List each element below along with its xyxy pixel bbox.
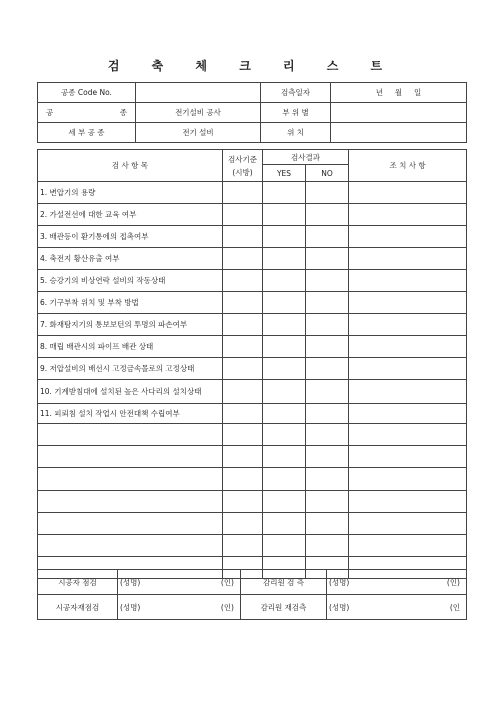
- no-cell[interactable]: [306, 468, 349, 491]
- supervisor-check-name[interactable]: (성명): [327, 570, 372, 595]
- action-cell[interactable]: [349, 314, 467, 336]
- no-cell[interactable]: [306, 446, 349, 468]
- standard-cell[interactable]: [223, 226, 263, 248]
- action-cell[interactable]: [349, 292, 467, 314]
- action-cell[interactable]: [349, 248, 467, 270]
- standard-cell[interactable]: [223, 446, 263, 468]
- table-row: [38, 270, 467, 292]
- standard-cell[interactable]: [223, 404, 263, 424]
- contractor-check-label: 시공자 점검: [38, 570, 118, 595]
- action-cell[interactable]: [349, 404, 467, 424]
- contractor-check-name[interactable]: (성명): [118, 570, 163, 595]
- table-row: [38, 204, 467, 226]
- action-cell[interactable]: [349, 358, 467, 380]
- action-cell[interactable]: [349, 468, 467, 491]
- standard-cell[interactable]: [223, 424, 263, 446]
- check-item[interactable]: [38, 535, 223, 557]
- no-cell[interactable]: [306, 424, 349, 446]
- detail-value[interactable]: 전기 설비: [136, 123, 261, 143]
- check-item: 3. 배관등이 환기통에의 접촉여부: [38, 226, 223, 248]
- yes-cell[interactable]: [263, 336, 306, 358]
- action-cell[interactable]: [349, 535, 467, 557]
- action-cell[interactable]: [349, 336, 467, 358]
- check-item[interactable]: [38, 468, 223, 491]
- no-cell[interactable]: [306, 292, 349, 314]
- document-title: 검 축 체 크 리 스 트: [107, 59, 397, 73]
- column-result: 검사결과: [263, 150, 349, 165]
- action-cell[interactable]: [349, 513, 467, 535]
- column-item: 검 사 항 목: [38, 150, 223, 182]
- table-row: [38, 404, 467, 424]
- yes-cell[interactable]: [263, 270, 306, 292]
- location-value-cell[interactable]: [331, 123, 467, 143]
- date-value[interactable]: 년 월 일: [331, 83, 467, 103]
- check-item: 7. 화재탐지기의 통보보턴의 투명의 파손여부: [38, 314, 223, 336]
- yes-cell[interactable]: [263, 404, 306, 424]
- check-item: 6. 기구부착 위치 및 부착 방법: [38, 292, 223, 314]
- no-cell[interactable]: [306, 314, 349, 336]
- standard-cell[interactable]: [223, 468, 263, 491]
- yes-cell[interactable]: [263, 424, 306, 446]
- no-cell[interactable]: [306, 248, 349, 270]
- standard-cell[interactable]: [223, 380, 263, 404]
- action-cell[interactable]: [349, 424, 467, 446]
- check-item[interactable]: [38, 424, 223, 446]
- action-cell[interactable]: [349, 446, 467, 468]
- no-cell[interactable]: [306, 270, 349, 292]
- work-type-label: 공 종: [38, 103, 136, 123]
- code-label: 공종 Code No.: [38, 83, 136, 103]
- check-item[interactable]: [38, 491, 223, 513]
- no-cell[interactable]: [306, 491, 349, 513]
- table-row: [38, 468, 467, 491]
- part-value-cell[interactable]: [331, 103, 467, 123]
- yes-cell[interactable]: [263, 226, 306, 248]
- check-item: 10. 기계받침대에 설치된 높은 사다리의 설치상태: [38, 380, 223, 404]
- no-cell[interactable]: [306, 204, 349, 226]
- check-item: 2. 가설전선에 대한 교육 여부: [38, 204, 223, 226]
- standard-cell[interactable]: [223, 248, 263, 270]
- contractor-recheck-name[interactable]: (성명): [118, 595, 163, 620]
- check-item: 11. 피뢰침 설치 작업시 안전대책 수립여부: [38, 404, 223, 424]
- standard-cell[interactable]: [223, 535, 263, 557]
- yes-cell[interactable]: [263, 491, 306, 513]
- table-row: [38, 226, 467, 248]
- column-yes: YES: [263, 165, 306, 182]
- header-table: [37, 82, 467, 143]
- work-type-value[interactable]: 전기설비 공사: [136, 103, 261, 123]
- table-row: [38, 248, 467, 270]
- standard-cell[interactable]: [223, 513, 263, 535]
- location-label: 위 치: [261, 123, 331, 143]
- check-item: 4. 축전지 황산유출 여부: [38, 248, 223, 270]
- column-action: 조 치 사 항: [349, 150, 467, 182]
- yes-cell[interactable]: [263, 248, 306, 270]
- standard-cell[interactable]: [223, 182, 263, 204]
- yes-cell[interactable]: [263, 358, 306, 380]
- standard-cell[interactable]: [223, 270, 263, 292]
- table-row: [38, 513, 467, 535]
- no-cell[interactable]: [306, 336, 349, 358]
- table-row: [38, 446, 467, 468]
- table-row: [38, 336, 467, 358]
- yes-cell[interactable]: [263, 468, 306, 491]
- standard-cell[interactable]: [223, 491, 263, 513]
- table-row: [38, 314, 467, 336]
- column-standard-sub: (시방): [232, 167, 253, 177]
- standard-cell[interactable]: [223, 204, 263, 226]
- contractor-recheck-label: 시공자재점검: [38, 595, 118, 620]
- date-label: 검측일자: [261, 83, 331, 103]
- supervisor-check-label: 감리원 검 측: [241, 570, 327, 595]
- table-row: [38, 535, 467, 557]
- yes-cell[interactable]: [263, 204, 306, 226]
- yes-cell[interactable]: [263, 292, 306, 314]
- no-cell[interactable]: [306, 404, 349, 424]
- action-cell[interactable]: [349, 491, 467, 513]
- column-standard: [223, 150, 263, 182]
- supervisor-recheck-name[interactable]: (성명): [327, 595, 372, 620]
- check-item: 8. 매립 배관시의 파이프 배관 상태: [38, 336, 223, 358]
- check-item[interactable]: [38, 446, 223, 468]
- action-cell[interactable]: [349, 204, 467, 226]
- check-item: 5. 승강기의 비상연락 설비의 작동상태: [38, 270, 223, 292]
- standard-cell[interactable]: [223, 358, 263, 380]
- detail-label: 세 부 공 종: [38, 123, 136, 143]
- check-item[interactable]: [38, 513, 223, 535]
- table-row: [38, 380, 467, 404]
- table-row: [38, 358, 467, 380]
- yes-cell[interactable]: [263, 314, 306, 336]
- yes-cell[interactable]: [263, 513, 306, 535]
- no-cell[interactable]: [306, 358, 349, 380]
- supervisor-recheck-label: 감리원 재검측: [241, 595, 327, 620]
- contractor-recheck-seal[interactable]: (인): [163, 595, 241, 620]
- check-item: 9. 저압설비의 배선시 고정금속몰로의 고정상태: [38, 358, 223, 380]
- yes-cell[interactable]: [263, 535, 306, 557]
- standard-cell[interactable]: [223, 314, 263, 336]
- column-standard-label: 검사기준: [228, 154, 257, 164]
- checklist-table: [37, 149, 467, 579]
- no-cell[interactable]: [306, 380, 349, 404]
- no-cell[interactable]: [306, 513, 349, 535]
- action-cell[interactable]: [349, 270, 467, 292]
- yes-cell[interactable]: [263, 182, 306, 204]
- action-cell[interactable]: [349, 182, 467, 204]
- yes-cell[interactable]: [263, 380, 306, 404]
- table-row: [38, 424, 467, 446]
- standard-cell[interactable]: [223, 336, 263, 358]
- signature-table: [37, 569, 467, 620]
- check-item: 1. 변압기의 용량: [38, 182, 223, 204]
- no-cell[interactable]: [306, 226, 349, 248]
- column-no: NO: [306, 165, 349, 182]
- supervisor-check-seal[interactable]: (인): [372, 570, 467, 595]
- standard-cell[interactable]: [223, 292, 263, 314]
- table-row: [38, 292, 467, 314]
- supervisor-recheck-seal[interactable]: (인: [372, 595, 467, 620]
- part-label: 부 위 별: [261, 103, 331, 123]
- code-value-cell[interactable]: [136, 83, 261, 103]
- table-row: [38, 182, 467, 204]
- no-cell[interactable]: [306, 182, 349, 204]
- yes-cell[interactable]: [263, 446, 306, 468]
- table-row: [38, 491, 467, 513]
- action-cell[interactable]: [349, 380, 467, 404]
- no-cell[interactable]: [306, 535, 349, 557]
- contractor-check-seal[interactable]: (인): [163, 570, 241, 595]
- action-cell[interactable]: [349, 226, 467, 248]
